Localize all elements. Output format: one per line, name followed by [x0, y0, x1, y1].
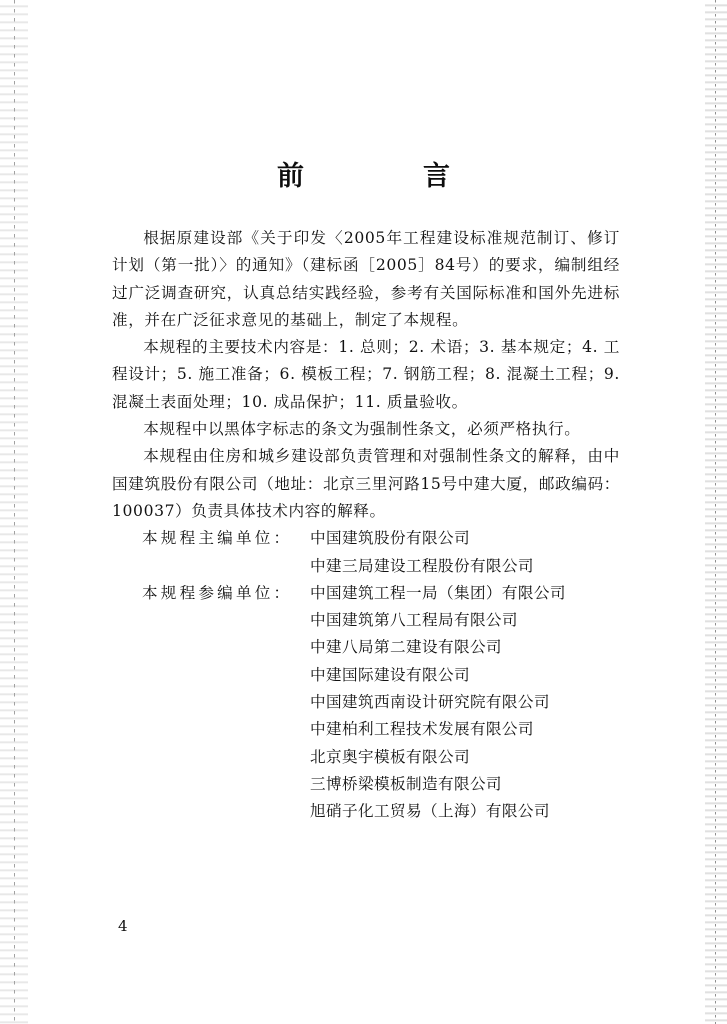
preface-body: [112, 225, 620, 826]
paragraph-basis: 根据原建设部《关于印发〈2005年工程建设标准规范制订、修订计划（第一批）〉的通知》（建标函［2005］84号）的要求，编制组经过广泛调查研究，认真总结实践经验，参考有关国际标准和国外先进标准，并在广泛征求意见的基础上，制定了本规程。: [112, 229, 620, 329]
chief-editor-unit: 中建三局建设工程股份有限公司: [310, 556, 534, 575]
chief-editor-list: [310, 525, 620, 580]
participating-editor-unit: 北京奥宇模板有限公司: [310, 747, 470, 766]
participating-editor-unit: 三博桥梁模板制造有限公司: [310, 774, 502, 793]
chief-editor-label: 本规程主编单位：: [142, 529, 293, 548]
page-title: 前 言: [277, 161, 496, 192]
paragraph-mandatory-clauses: 本规程中以黑体字标志的条文为强制性条文，必须严格执行。: [143, 420, 581, 439]
paragraph-main-content: 本规程的主要技术内容是：1. 总则；2. 术语；3. 基本规定；4. 工程设计；5. 施工准备；6. 模板工程；7. 钢筋工程；8. 混凝土工程；9. 混凝土表面处理；10. 成品保护；11. 质量验收。: [112, 338, 620, 411]
participating-editor-unit: 中建八局第二建设有限公司: [310, 638, 502, 657]
participating-editor-unit: 旭硝子化工贸易（上海）有限公司: [310, 802, 550, 821]
paragraph-administration: 本规程由住房和城乡建设部负责管理和对强制性条文的解释，由中国建筑股份有限公司（地址：北京三里河路15号中建大厦，邮政编码：100037）负责具体技术内容的解释。: [112, 447, 620, 520]
participating-editor-unit: 中国建筑西南设计研究院有限公司: [310, 693, 550, 712]
participating-editor-units: [112, 580, 620, 826]
participating-editor-unit: 中建国际建设有限公司: [310, 665, 470, 684]
participating-editor-label: 本规程参编单位：: [142, 583, 293, 602]
participating-editor-list: [310, 580, 620, 826]
chief-editor-unit: 中国建筑股份有限公司: [310, 529, 470, 548]
chief-editor-units: [112, 525, 620, 580]
page-number: 4: [118, 917, 128, 935]
participating-editor-unit: 中建柏利工程技术发展有限公司: [310, 720, 534, 739]
participating-editor-unit: 中国建筑工程一局（集团）有限公司: [310, 583, 566, 602]
participating-editor-unit: 中国建筑第八工程局有限公司: [310, 611, 518, 630]
